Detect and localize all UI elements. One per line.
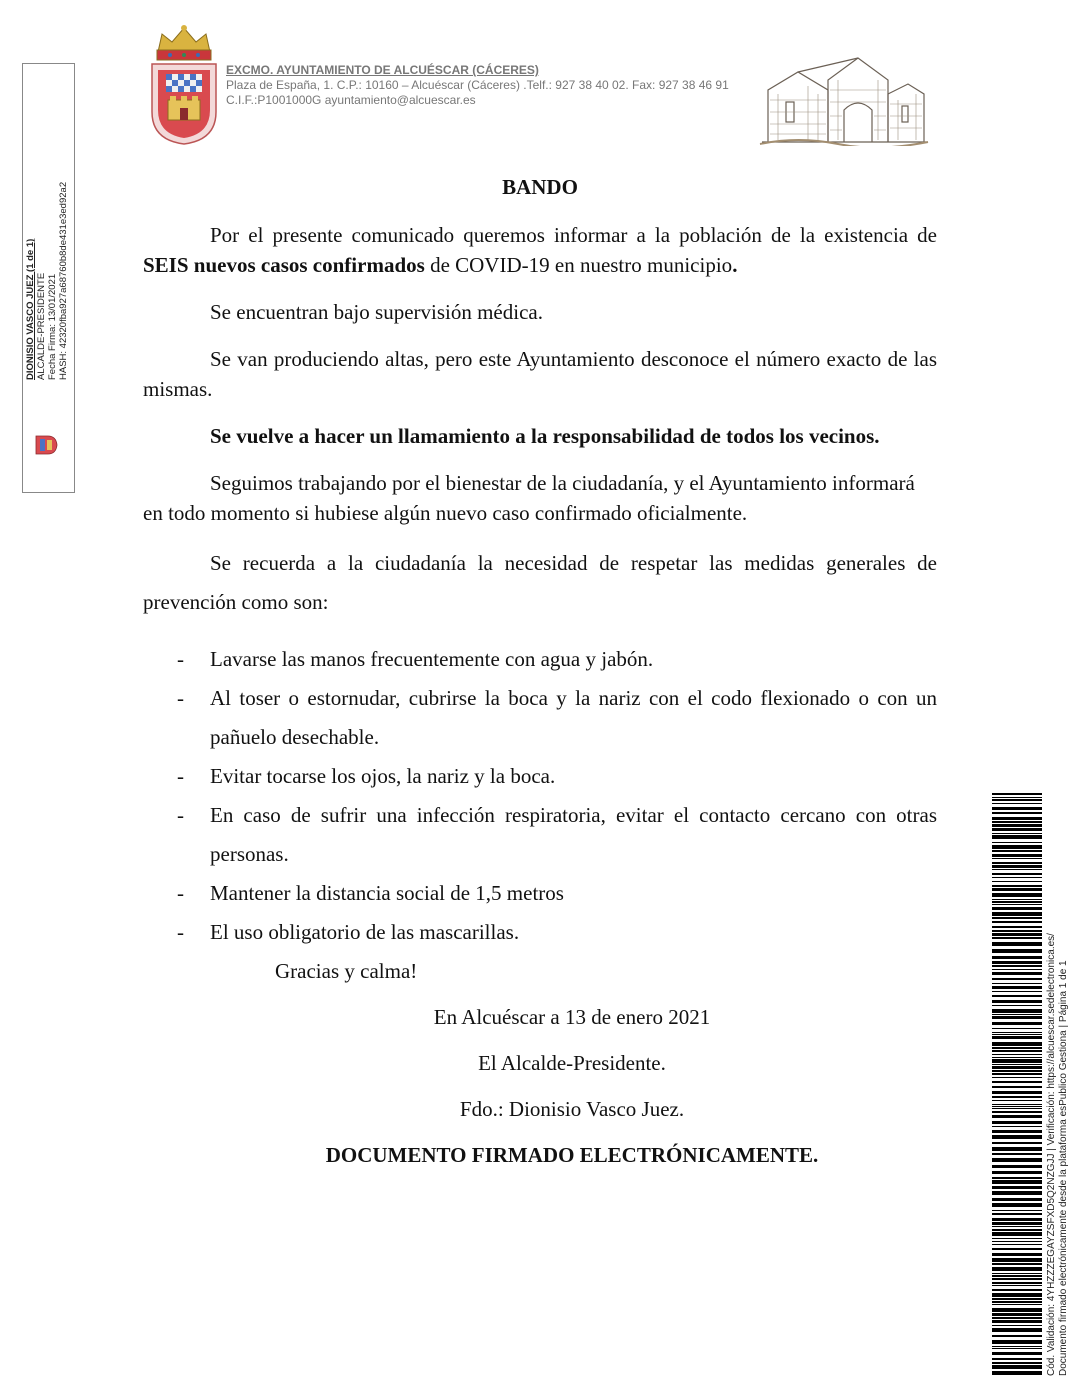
coat-of-arms-logo <box>148 22 220 146</box>
paragraph-responsibility-call: Se vuelve a hacer un llamamiento a la responsabilidad de todos los vecinos. <box>210 424 880 448</box>
list-item: - En caso de sufrir una infección respiratoria, evitar el contacto cercano con otras personas. <box>143 796 937 874</box>
list-item: - Al toser o estornudar, cubrirse la boca y la nariz con el codo flexionado o con un pañuelo desechable. <box>143 679 937 757</box>
paragraph-supervision: Se encuentran bajo supervisión médica. <box>210 300 543 324</box>
institution-cif-email: C.I.F.:P1001000G ayuntamiento@alcuescar.es <box>226 93 476 107</box>
bullet-dash: - <box>177 647 184 671</box>
church-illustration <box>758 50 930 146</box>
verification-text <box>1046 933 1070 1376</box>
closing-line: Gracias y calma! <box>275 959 418 983</box>
p1-start: Por el presente comunicado queremos informar a la población de la existencia de <box>210 223 937 247</box>
list-item: - Mantener la distancia social de 1,5 metros <box>143 874 937 913</box>
p1-period: . <box>732 253 738 277</box>
paragraph-discharges: Se van produciendo altas, pero este Ayuntamiento desconoce el número exacto de las mismas. <box>143 347 937 401</box>
validation-code: Cód. Validación: 4YHZZZEGAYZSFXD5Q2NZGJJ | Verificación: https://alcuescar.sedelectronica.es/ <box>1046 933 1057 1376</box>
institution-address: Plaza de España, 1. C.P.: 10160 – Alcuéscar (Cáceres) .Telf.: 927 38 40 02. Fax: 927 38 46 91 <box>226 78 729 92</box>
place-date: En Alcuéscar a 13 de enero 2021 <box>433 1005 711 1029</box>
paragraph-wellbeing: Seguimos trabajando por el bienestar de la ciudadanía, y el Ayuntamiento informará en todo momento si hubiese algún nuevo caso confirmado oficialmente. <box>143 471 915 525</box>
letterhead <box>226 63 766 108</box>
list-item: - Evitar tocarse los ojos, la nariz y la boca. <box>143 757 937 796</box>
paragraph-new-cases <box>143 220 937 280</box>
bullet-dash: - <box>177 686 184 710</box>
p1-highlight: SEIS nuevos casos confirmados <box>143 253 425 277</box>
signer-name: DIONISIO VASCO JUEZ (1 de 1) <box>25 238 36 380</box>
validation-barcode <box>992 793 1042 1378</box>
bando-document <box>143 170 937 1170</box>
bullet-dash: - <box>177 803 184 827</box>
list-item: - Lavarse las manos frecuentemente con agua y jabón. <box>143 640 937 679</box>
list-item: - El uso obligatorio de las mascarillas. <box>143 913 937 952</box>
paragraph-measures-intro: Se recuerda a la ciudadanía la necesidad de respetar las medidas generales de prevención como son: <box>143 551 937 614</box>
bullet-dash: - <box>177 764 184 788</box>
signature-date: Fecha Firma: 13/01/2021 <box>47 273 58 380</box>
signer-signature-name: Fdo.: Dionisio Vasco Juez. <box>459 1097 685 1121</box>
signer-title: El Alcalde-Presidente. <box>478 1051 666 1075</box>
signature-details <box>25 182 69 380</box>
p1-end: de COVID-19 en nuestro municipio <box>424 253 733 277</box>
mini-coat-of-arms-icon <box>28 432 64 458</box>
electronic-signature-notice: DOCUMENTO FIRMADO ELECTRÓNICAMENTE. <box>325 1143 819 1167</box>
document-heading: BANDO <box>502 175 578 199</box>
bullet-dash: - <box>177 920 184 944</box>
signature-hash: HASH: 42320fba927a68760b8de431e3ed92a2 <box>58 181 69 380</box>
institution-title: EXCMO. AYUNTAMIENTO DE ALCUÉSCAR (CÁCERES) <box>226 63 539 77</box>
signer-role: ALCALDE-PRESIDENTE <box>36 272 47 380</box>
bullet-dash: - <box>177 881 184 905</box>
prevention-measures-list <box>143 640 937 952</box>
platform-notice: Documento firmado electrónicamente desde la plataforma esPublico Gestiona | Página 1 de 1 <box>1058 960 1069 1376</box>
